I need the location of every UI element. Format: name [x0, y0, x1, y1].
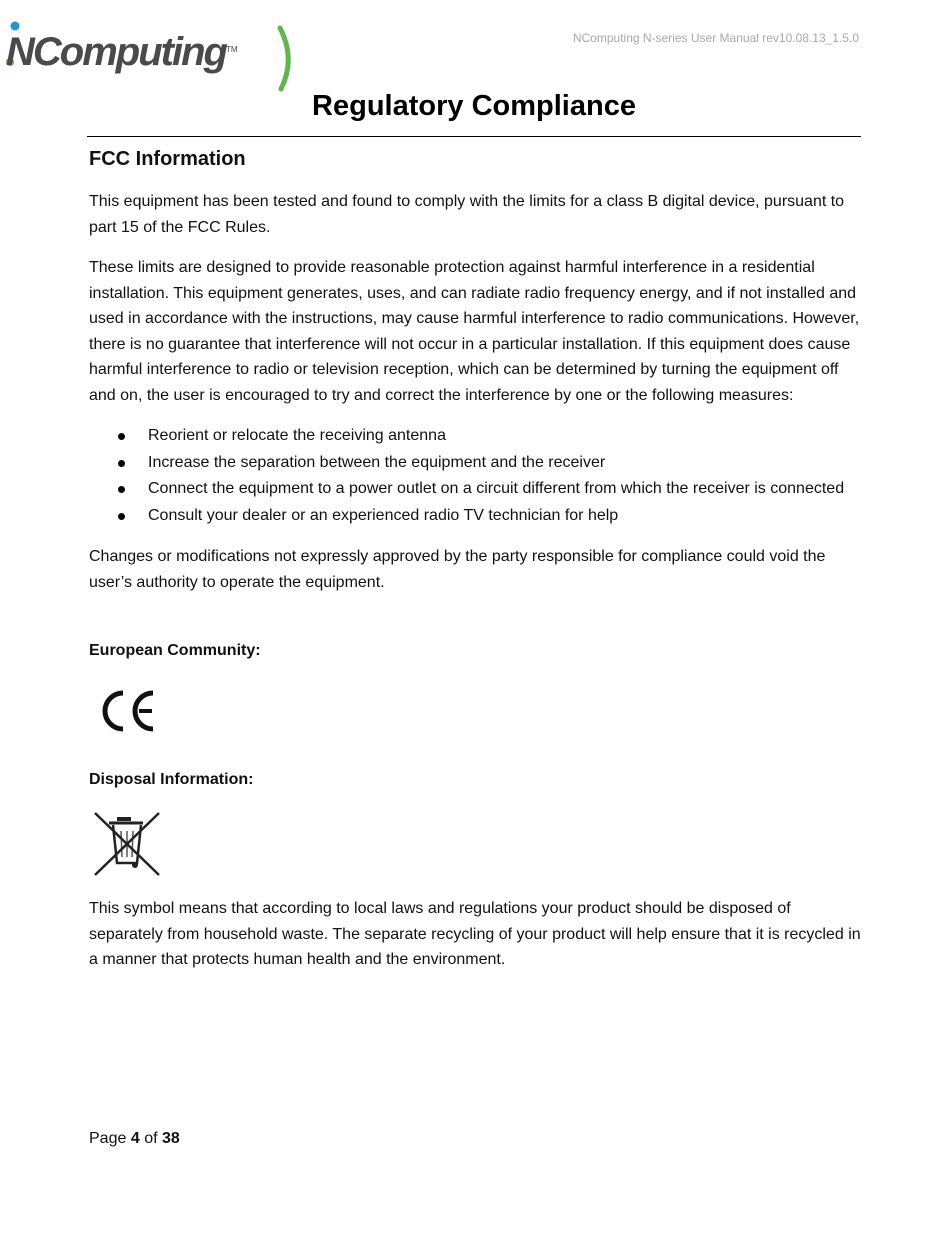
current-page: 4 [130, 1130, 140, 1147]
of-label: of [144, 1130, 158, 1147]
fcc-paragraph-2: These limits are designed to provide reasonable protection against harmful interference in a residential installation. This equipment generates, uses, and can radiate radio frequency energy, and if not installed and used in accordance with the instructions, may cause harmful interference to radio communications. However, there is no guarantee that interference will not occur in a particular installation. If this equipment does cause harmful interference to radio or television reception, which can be determined by turning the equipment off and on, the user is encouraged to try and correct the interference by one or the following measures: [89, 259, 860, 404]
list-item: Consult your dealer or an experienced radio TV technician for help [148, 503, 861, 530]
logo-trademark: TM [226, 45, 238, 54]
disposal-heading: Disposal Information: [89, 771, 254, 788]
document-reference: NComputing N-series User Manual rev10.08.13_1.5.0 [572, 31, 859, 45]
disposal-text: This symbol means that according to local laws and regulations your product should be disposed of separately from household waste. The separate recycling of your product will help ensure that it is recycled in a manner that protects human health and the environment. [89, 900, 861, 968]
total-pages: 38 [161, 1130, 180, 1147]
weee-crossed-bin-icon [91, 807, 163, 879]
fcc-heading: FCC Information [89, 148, 246, 170]
page-title: Regulatory Compliance [312, 90, 636, 122]
page-number [89, 1130, 180, 1148]
list-item: Connect the equipment to a power outlet on a circuit different from which the receiver is connected [148, 476, 861, 503]
measures-list [89, 423, 861, 529]
list-item: Increase the separation between the equipment and the receiver [148, 450, 861, 477]
logo-arc-icon [270, 24, 294, 94]
title-divider [87, 136, 861, 137]
fcc-paragraph-3: Changes or modifications not expressly approved by the party responsible for compliance could void the user’s authority to operate the equipment. [89, 548, 826, 591]
list-item: Reorient or relocate the receiving antenna [148, 423, 861, 450]
ncomputing-logo [2, 12, 302, 82]
ce-mark-icon [95, 683, 159, 739]
main-content [89, 144, 861, 988]
page-label: Page [89, 1130, 127, 1147]
fcc-paragraph-1: This equipment has been tested and found to comply with the limits for a class B digital device, pursuant to part 15 of the FCC Rules. [89, 193, 845, 236]
logo-wordmark: NComputing [6, 30, 226, 74]
european-community-heading: European Community: [89, 642, 261, 659]
